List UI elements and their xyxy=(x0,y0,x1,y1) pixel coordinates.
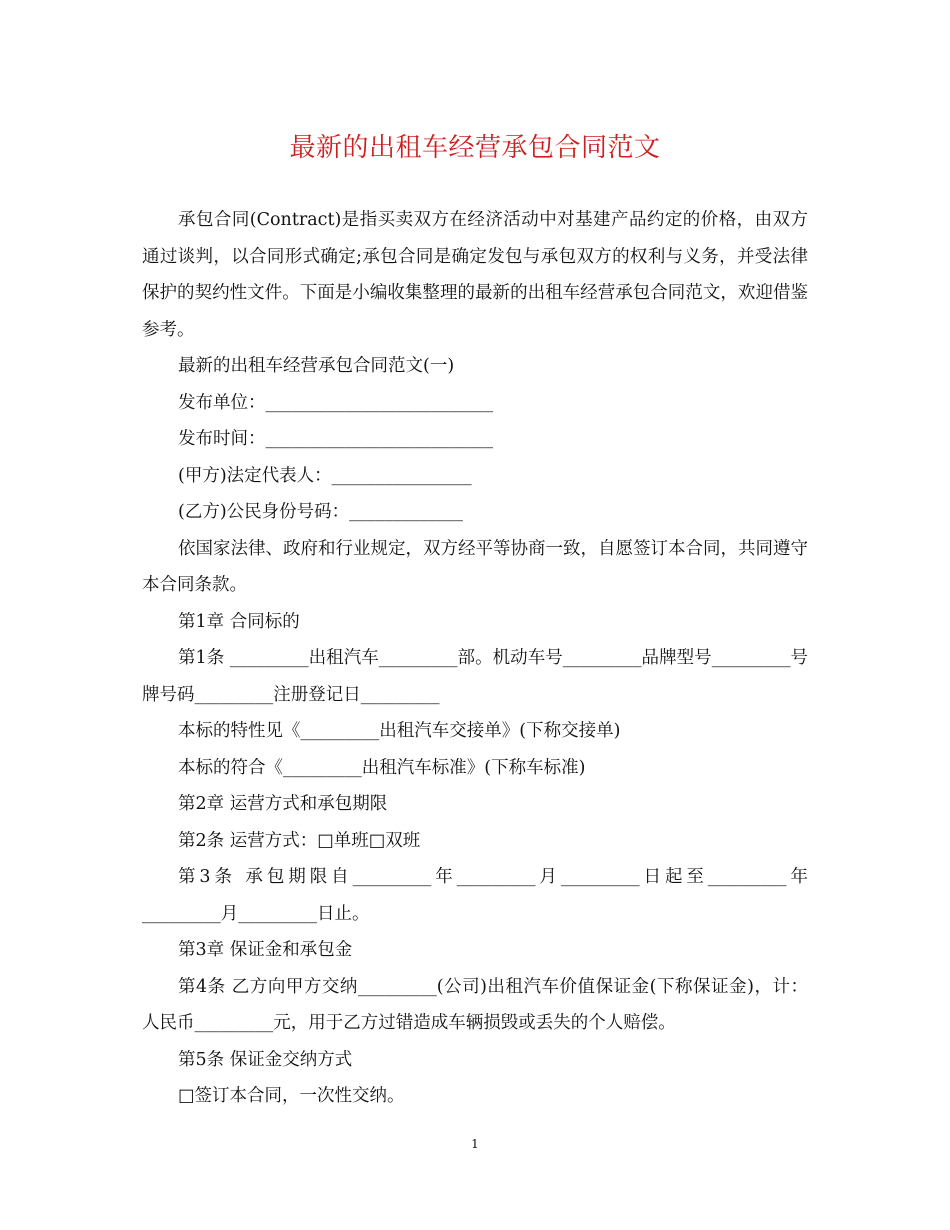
article-4: 第4条 乙方向甲方交纳_________(公司)出租汽车价值保证金(下称保证金)，计：人民币_________元，用于乙方过错造成车辆损毁或丢失的个人赔偿。 xyxy=(142,976,808,1033)
page-number: 1 xyxy=(471,1137,479,1151)
chapter-1-heading: 第1章 合同标的 xyxy=(178,611,300,632)
intro-paragraph: 承包合同(Contract)是指买卖双方在经济活动中对基建产品约定的价格，由双方通过谈判，以合同形式确定;承包合同是确定发包与承包双方的权利与义务，并受法律保护的契约性文件。下面是小编收集整理的最新的出租车经营承包合同范文，欢迎借鉴参考。 xyxy=(142,210,808,340)
subject-handover-line: 本标的特性见《_________出租汽车交接单》(下称交接单) xyxy=(178,721,621,741)
subject-standard-line: 本标的符合《_________出租汽车标准》(下称车标准) xyxy=(178,757,586,778)
article-3: 第3条 承包期限自_________年_________月_________日起至_________年_________月_________日止。 xyxy=(142,867,808,924)
chapter-2-heading: 第2章 运营方式和承包期限 xyxy=(178,794,388,814)
document-title: 最新的出租车经营承包合同范文 xyxy=(289,133,661,163)
issue-date-line: 发布时间：__________________________ xyxy=(178,429,493,449)
issuing-unit-line: 发布单位：__________________________ xyxy=(178,392,493,413)
document-body xyxy=(142,202,808,1115)
deposit-payment-option: □签订本合同，一次性交纳。 xyxy=(178,1086,405,1106)
article-1: 第1条 _________出租汽车_________部。机动车号_________品牌型号_________号牌号码_________注册登记日_________ xyxy=(142,648,808,705)
chapter-3-heading: 第3章 保证金和承包金 xyxy=(178,940,353,960)
agreement-preamble: 依国家法律、政府和行业规定，双方经平等协商一致，自愿签订本合同，共同遵守本合同条款。 xyxy=(142,538,808,595)
party-b-id-number-line: (乙方)公民身份号码：_____________ xyxy=(178,502,463,522)
contract-subtitle: 最新的出租车经营承包合同范文(一) xyxy=(178,356,455,376)
article-5: 第5条 保证金交纳方式 xyxy=(178,1049,353,1070)
party-a-representative-line: (甲方)法定代表人：________________ xyxy=(178,465,472,486)
article-2: 第2条 运营方式：□单班□双班 xyxy=(178,830,421,851)
